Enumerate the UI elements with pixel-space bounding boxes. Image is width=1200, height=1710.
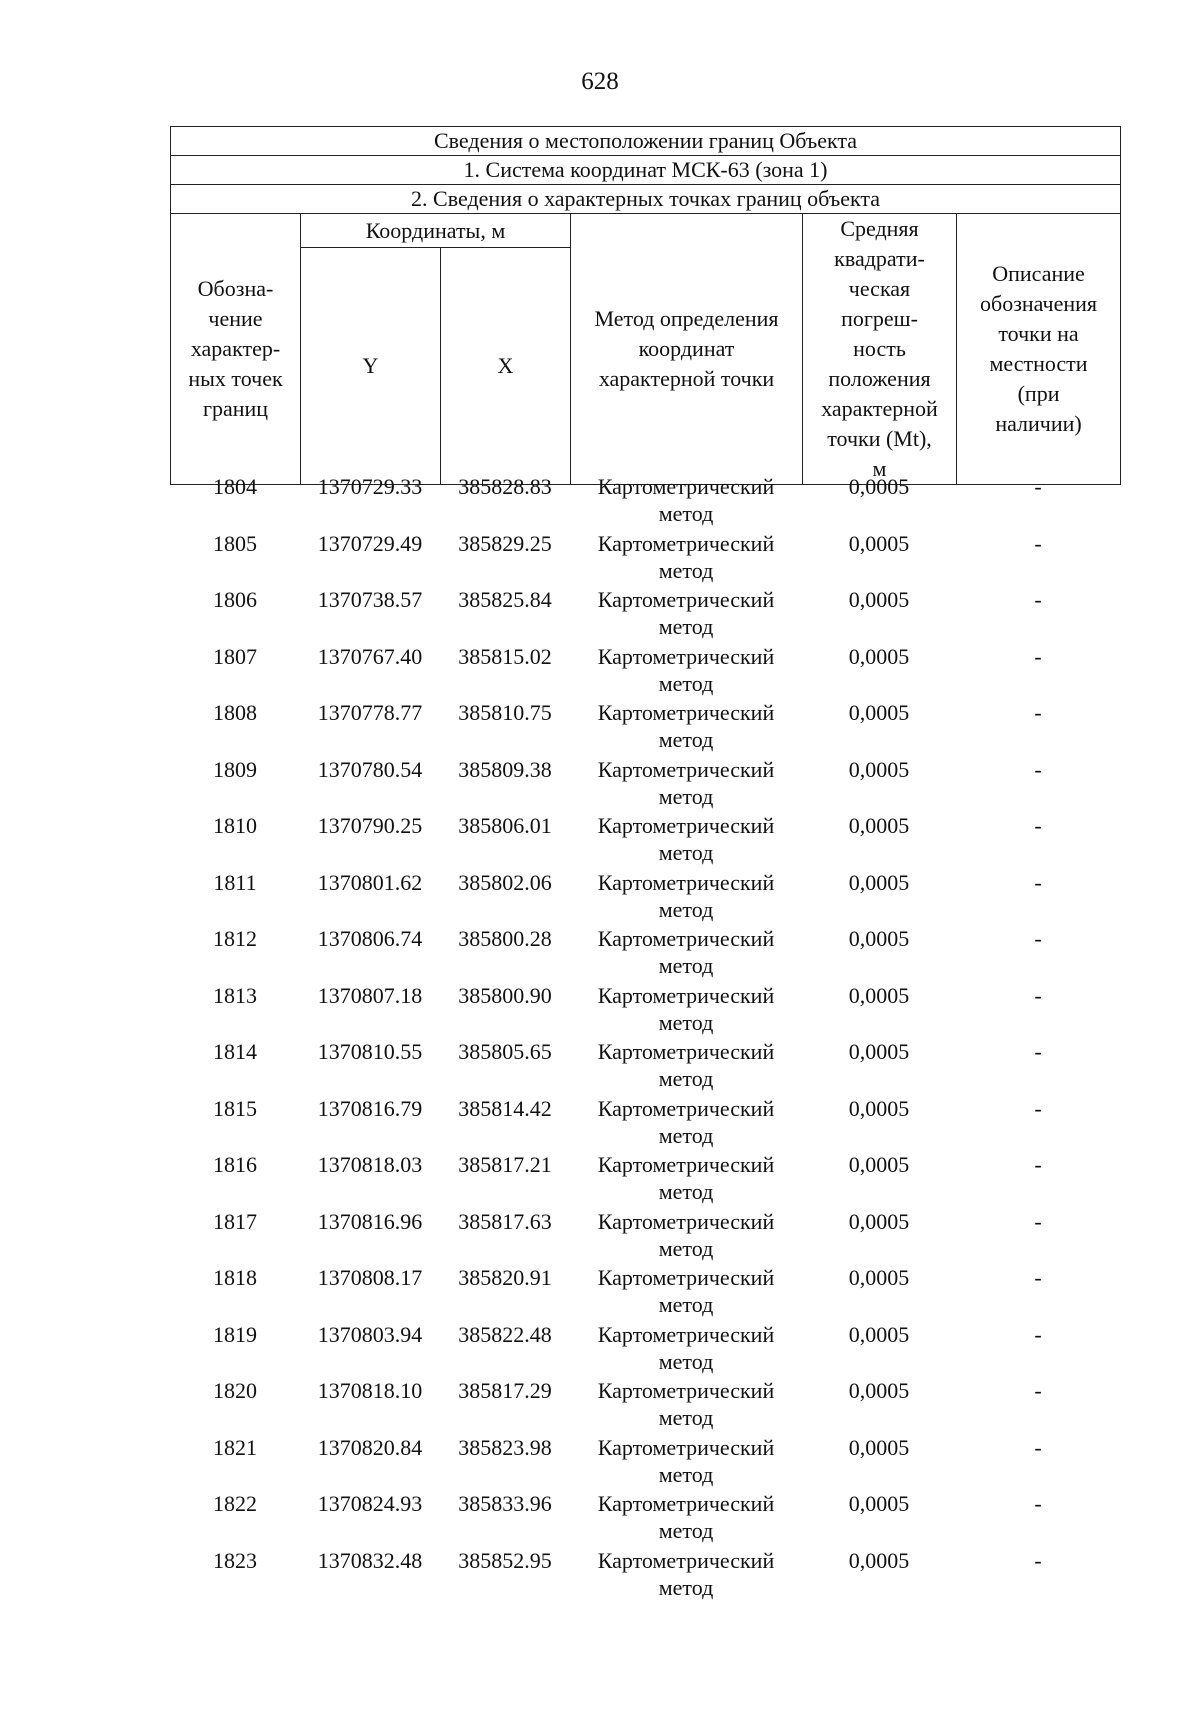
column-header-method: Метод определения координат характерной точки bbox=[571, 214, 803, 485]
description: - bbox=[1034, 530, 1042, 556]
coordinate-x: 385817.63 bbox=[458, 1208, 552, 1234]
table-row bbox=[170, 1544, 1120, 1601]
point-id: 1814 bbox=[213, 1039, 257, 1064]
coordinate-y: 1370816.96 bbox=[317, 1208, 423, 1234]
error-value: 0,0005 bbox=[848, 587, 910, 612]
point-id: 1822 bbox=[213, 1491, 257, 1516]
coordinate-x: 385805.65 bbox=[458, 1039, 552, 1064]
method: Картометрический метод bbox=[597, 1434, 775, 1487]
coordinate-x: 385820.91 bbox=[458, 1265, 552, 1290]
description: - bbox=[1034, 1039, 1042, 1064]
coordinate-x: 385817.29 bbox=[458, 1378, 552, 1403]
coordinate-x: 385802.06 bbox=[458, 869, 552, 895]
method: Картометрический метод bbox=[597, 1039, 775, 1091]
coordinate-x: 385800.90 bbox=[458, 982, 552, 1008]
coordinate-y: 1370810.55 bbox=[317, 1039, 423, 1064]
error-value: 0,0005 bbox=[848, 1378, 910, 1403]
error-value: 0,0005 bbox=[848, 869, 910, 895]
table-row bbox=[170, 866, 1120, 923]
point-id: 1817 bbox=[213, 1208, 257, 1234]
coordinate-x: 385829.25 bbox=[458, 530, 552, 556]
description: - bbox=[1034, 1434, 1042, 1460]
description: - bbox=[1034, 1378, 1042, 1403]
point-id: 1809 bbox=[213, 756, 257, 782]
coordinate-y: 1370803.94 bbox=[317, 1321, 423, 1347]
column-header-designation: Обозна- чение характер- ных точек границ bbox=[171, 214, 301, 485]
table-row bbox=[170, 696, 1120, 753]
method: Картометрический метод bbox=[597, 1265, 775, 1317]
method: Картометрический метод bbox=[597, 756, 775, 809]
error-value: 0,0005 bbox=[848, 982, 910, 1008]
coordinate-y: 1370824.93 bbox=[317, 1491, 423, 1516]
error-value: 0,0005 bbox=[848, 1321, 910, 1347]
point-id: 1818 bbox=[213, 1265, 257, 1290]
description: - bbox=[1034, 982, 1042, 1008]
table-row bbox=[170, 1148, 1120, 1205]
coordinate-x: 385828.83 bbox=[458, 474, 552, 499]
point-id: 1816 bbox=[213, 1152, 257, 1177]
table-row bbox=[170, 527, 1120, 584]
coordinate-y: 1370818.03 bbox=[317, 1152, 423, 1177]
table-body bbox=[170, 470, 1120, 1600]
description: - bbox=[1034, 926, 1042, 951]
error-value: 0,0005 bbox=[848, 813, 910, 838]
method: Картометрический метод bbox=[597, 1321, 775, 1374]
description: - bbox=[1034, 756, 1042, 782]
coordinate-y: 1370790.25 bbox=[317, 813, 423, 838]
column-header-y: Y bbox=[301, 248, 441, 485]
coordinate-x: 385809.38 bbox=[458, 756, 552, 782]
description: - bbox=[1034, 1265, 1042, 1290]
point-id: 1805 bbox=[213, 530, 257, 556]
table-title: Сведения о местоположении границ Объекта bbox=[171, 127, 1121, 156]
coordinate-x: 385815.02 bbox=[458, 643, 552, 669]
method: Картометрический метод bbox=[597, 813, 775, 865]
method: Картометрический метод bbox=[597, 982, 775, 1035]
page-number: 628 bbox=[581, 68, 619, 95]
point-id: 1811 bbox=[213, 869, 257, 895]
coordinate-system: 1. Система координат МСК-63 (зона 1) bbox=[171, 156, 1121, 185]
method: Картометрический метод bbox=[597, 587, 775, 639]
table-row bbox=[170, 1035, 1120, 1092]
error-value: 0,0005 bbox=[848, 1095, 910, 1121]
error-value: 0,0005 bbox=[848, 474, 910, 499]
description: - bbox=[1034, 813, 1042, 838]
error-value: 0,0005 bbox=[848, 1491, 910, 1516]
error-value: 0,0005 bbox=[848, 1039, 910, 1064]
method: Картометрический метод bbox=[597, 1152, 775, 1204]
table-row bbox=[170, 640, 1120, 697]
coordinate-y: 1370767.40 bbox=[317, 643, 423, 669]
error-value: 0,0005 bbox=[848, 1265, 910, 1290]
table-row bbox=[170, 583, 1120, 640]
method: Картометрический метод bbox=[597, 474, 775, 526]
coordinate-x: 385810.75 bbox=[458, 700, 552, 725]
coordinate-x: 385822.48 bbox=[458, 1321, 552, 1347]
boundary-points-table-header bbox=[170, 126, 1121, 485]
error-value: 0,0005 bbox=[848, 926, 910, 951]
coordinate-x: 385806.01 bbox=[458, 813, 552, 838]
table-row bbox=[170, 1092, 1120, 1149]
method: Картометрический метод bbox=[597, 1491, 775, 1543]
description: - bbox=[1034, 869, 1042, 895]
table-row bbox=[170, 979, 1120, 1036]
point-id: 1821 bbox=[213, 1434, 257, 1460]
table-row bbox=[170, 809, 1120, 866]
point-id: 1813 bbox=[213, 982, 257, 1008]
coordinate-x: 385823.98 bbox=[458, 1434, 552, 1460]
point-id: 1808 bbox=[213, 700, 257, 725]
table-row bbox=[170, 1431, 1120, 1488]
description: - bbox=[1034, 587, 1042, 612]
coordinate-y: 1370807.18 bbox=[317, 982, 423, 1008]
coordinate-x: 385817.21 bbox=[458, 1152, 552, 1177]
table-row bbox=[170, 1374, 1120, 1431]
method: Картометрический метод bbox=[597, 700, 775, 752]
error-value: 0,0005 bbox=[848, 1434, 910, 1460]
coordinate-y: 1370801.62 bbox=[317, 869, 423, 895]
table-row bbox=[170, 753, 1120, 810]
error-value: 0,0005 bbox=[848, 1152, 910, 1177]
description: - bbox=[1034, 474, 1042, 499]
coordinate-x: 385825.84 bbox=[458, 587, 552, 612]
coordinate-x: 385833.96 bbox=[458, 1491, 552, 1516]
coordinate-y: 1370738.57 bbox=[317, 587, 423, 612]
error-value: 0,0005 bbox=[848, 643, 910, 669]
coordinate-x: 385800.28 bbox=[458, 926, 552, 951]
point-id: 1820 bbox=[213, 1378, 257, 1403]
column-header-coordinates: Координаты, м bbox=[301, 214, 571, 248]
error-value: 0,0005 bbox=[848, 756, 910, 782]
coordinate-y: 1370818.10 bbox=[317, 1378, 423, 1403]
description: - bbox=[1034, 1208, 1042, 1234]
error-value: 0,0005 bbox=[848, 700, 910, 725]
method: Картометрический метод bbox=[597, 643, 775, 696]
coordinate-y: 1370729.33 bbox=[317, 474, 423, 499]
error-value: 0,0005 bbox=[848, 1547, 910, 1573]
point-id: 1804 bbox=[213, 474, 257, 499]
error-value: 0,0005 bbox=[848, 1208, 910, 1234]
coordinate-y: 1370820.84 bbox=[317, 1434, 423, 1460]
point-id: 1815 bbox=[213, 1095, 257, 1121]
description: - bbox=[1034, 1547, 1042, 1573]
section-title: 2. Сведения о характерных точках границ объекта bbox=[171, 185, 1121, 214]
description: - bbox=[1034, 1095, 1042, 1121]
coordinate-y: 1370729.49 bbox=[317, 530, 423, 556]
description: - bbox=[1034, 1152, 1042, 1177]
column-header-error: Средняя квадрати- ческая погреш- ность положения характерной точки (Mt), м bbox=[803, 214, 957, 485]
method: Картометрический метод bbox=[597, 1547, 775, 1600]
coordinate-y: 1370806.74 bbox=[317, 926, 423, 951]
method: Картометрический метод bbox=[597, 1378, 775, 1430]
description: - bbox=[1034, 1321, 1042, 1347]
method: Картометрический метод bbox=[597, 869, 775, 922]
table-row bbox=[170, 470, 1120, 527]
description: - bbox=[1034, 643, 1042, 669]
point-id: 1810 bbox=[213, 813, 257, 838]
point-id: 1806 bbox=[213, 587, 257, 612]
coordinate-y: 1370816.79 bbox=[317, 1095, 423, 1121]
table-row bbox=[170, 1261, 1120, 1318]
column-header-description: Описание обозначения точки на местности (при наличии) bbox=[957, 214, 1121, 485]
method: Картометрический метод bbox=[597, 530, 775, 583]
point-id: 1823 bbox=[213, 1547, 257, 1573]
coordinate-x: 385814.42 bbox=[458, 1095, 552, 1121]
method: Картометрический метод bbox=[597, 1208, 775, 1261]
column-header-x: X bbox=[441, 248, 571, 485]
description: - bbox=[1034, 700, 1042, 725]
table-row bbox=[170, 922, 1120, 979]
coordinate-y: 1370778.77 bbox=[317, 700, 423, 725]
coordinate-x: 385852.95 bbox=[458, 1547, 552, 1573]
method: Картометрический метод bbox=[597, 926, 775, 978]
coordinate-y: 1370780.54 bbox=[317, 756, 423, 782]
error-value: 0,0005 bbox=[848, 530, 910, 556]
description: - bbox=[1034, 1491, 1042, 1516]
point-id: 1812 bbox=[213, 926, 257, 951]
method: Картометрический метод bbox=[597, 1095, 775, 1148]
table-row bbox=[170, 1318, 1120, 1375]
point-id: 1819 bbox=[213, 1321, 257, 1347]
coordinate-y: 1370832.48 bbox=[317, 1547, 423, 1573]
point-id: 1807 bbox=[213, 643, 257, 669]
table-row bbox=[170, 1487, 1120, 1544]
table-row bbox=[170, 1205, 1120, 1262]
coordinate-y: 1370808.17 bbox=[317, 1265, 423, 1290]
